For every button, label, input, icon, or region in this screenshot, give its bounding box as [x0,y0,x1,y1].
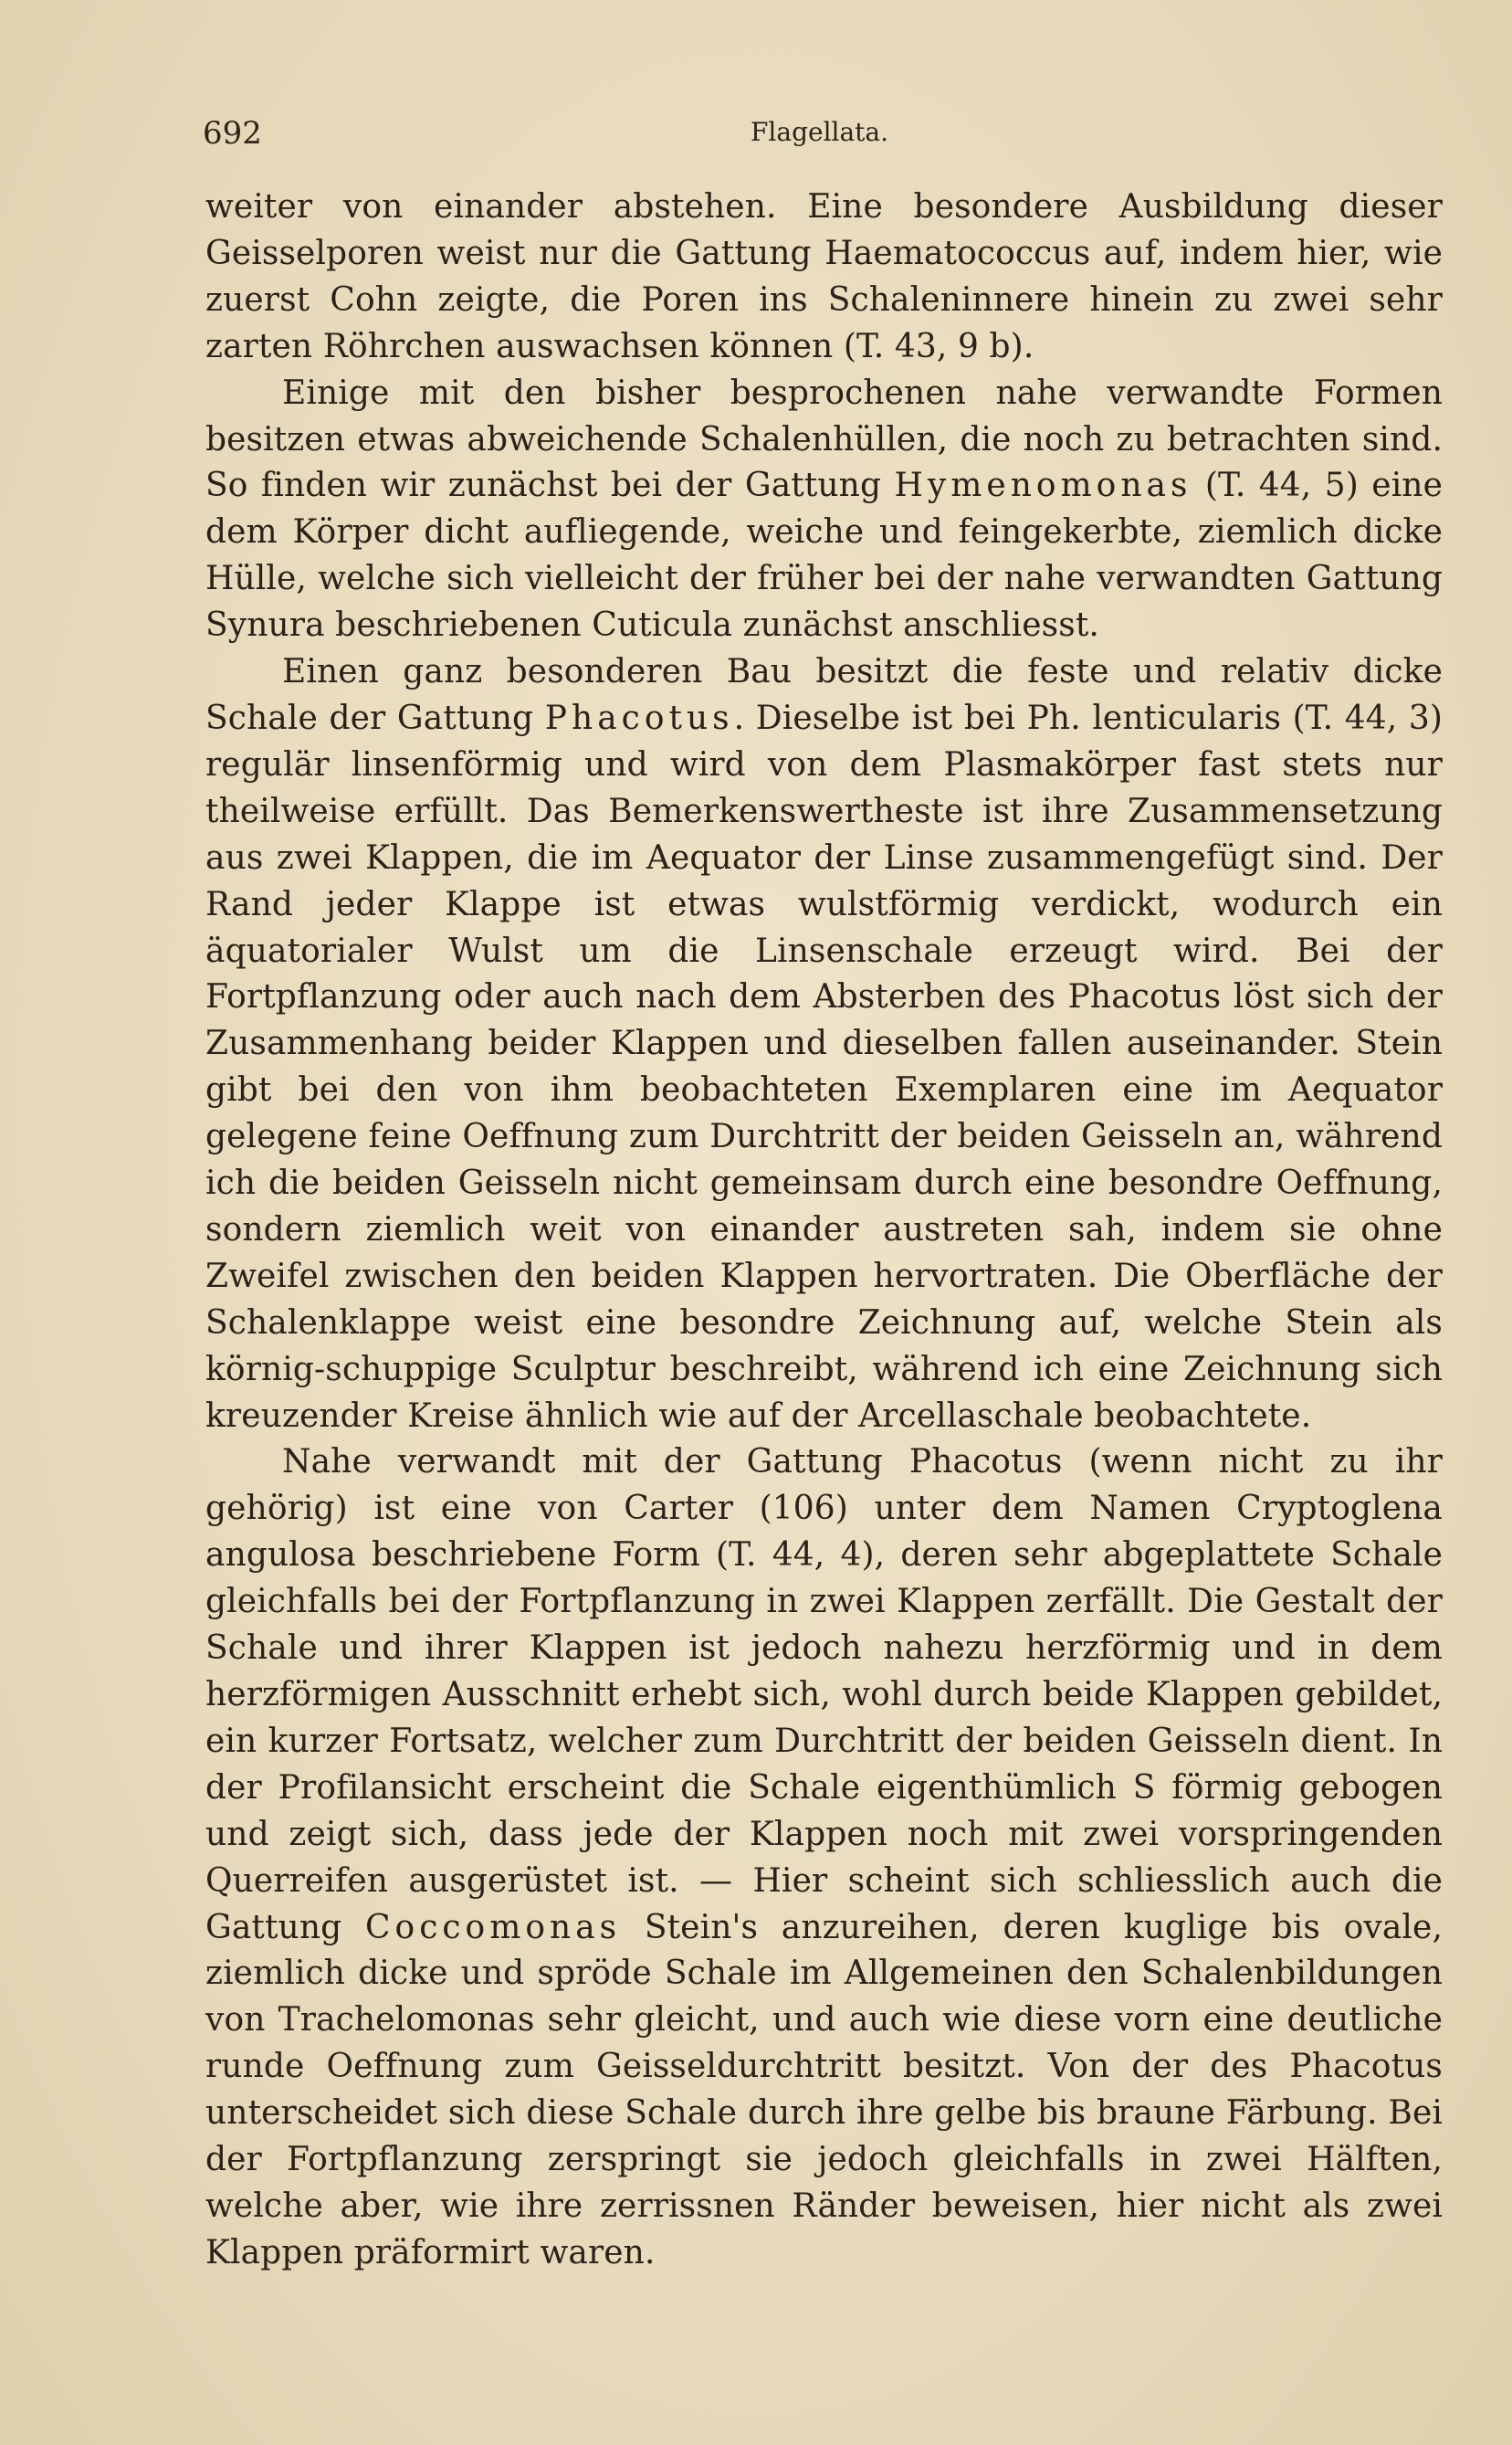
page-header [203,115,1444,161]
paragraph-2 [205,371,1443,649]
paragraph-4 [205,1439,1443,2276]
page-number: 692 [203,115,262,152]
paragraph-4-text-before: Nahe verwandt mit der Gattung Phacotus (wenn nicht zu ihr gehörig) ist eine von Carter (106) unter dem Namen Cryptoglena angulosa beschriebene Form (T. 44, 4), deren sehr abgeplattete Schale gleichfalls bei der Fortpflanzung in zwei Klappen zerfällt. Die Gestalt der Schale und ihrer Klappen ist jedoch nahezu herzförmig und in dem herzförmigen Ausschnitt erhebt sich, wohl durch beide Klappen gebildet, ein kurzer Fortsatz, welcher zum Durchtritt der beiden Geisseln dient. In der Profilansicht erscheint die Schale eigenthümlich S förmig gebogen und zeigt sich, dass jede der Klappen noch mit zwei vorspringenden Querreifen ausgerüstet ist. — Hier scheint sich schliesslich auch die Gattung [205,1443,1443,1946]
genus-hymenomonas: Hymenomonas [894,467,1192,505]
paragraph-3-text-before: Einen ganz besonderen Bau besitzt die feste und relativ dicke Schale der Gattung [205,653,1443,737]
paragraph-2-text-after: (T. 44, 5) eine dem Körper dicht aufliegende, weiche und feingekerbte, ziemlich dicke Hülle, welche sich vielleicht der früher bei der nahe verwandten Gattung Synura beschriebenen Cuticula zunächst anschliesst. [205,467,1443,645]
paragraph-3 [205,649,1443,1439]
running-title: Flagellata. [751,117,889,147]
paragraph-1: weiter von einander abstehen. Eine besondere Ausbildung dieser Geisselporen weist nur die Gattung Haematococcus auf, indem hier, wie zuerst Cohn zeigte, die Poren ins Schaleninnere hinein zu zwei sehr zarten Röhrchen auswachsen können (T. 43, 9 b). [205,188,1443,365]
genus-coccomonas: Coccomonas [364,1908,622,1946]
paragraph-3-text-after: . Dieselbe ist bei Ph. lenticularis (T. 44, 3) regulär linsenförmig und wird von dem Plasmakörper fast stets nur theilweise erfüllt. Das Bemerkenswertheste ist ihre Zusammensetzung aus zwei Klappen, die im Aequator der Linse zusammengefügt sind. Der Rand jeder Klappe ist etwas wulstförmig verdickt, wodurch ein äquatorialer Wulst um die Linsenschale erzeugt wird. Bei der Fortpflanzung oder auch nach dem Absterben des Phacotus löst sich der Zusammenhang beider Klappen und dieselben fallen auseinander. Stein gibt bei den von ihm beobachteten Exemplaren eine im Aequator gelegene feine Oeffnung zum Durchtritt der beiden Geisseln an, während ich die beiden Geisseln nicht gemeinsam durch eine besondre Oeffnung, sondern ziemlich weit von einander austreten sah, indem sie ohne Zweifel zwischen den beiden Klappen hervortraten. Die Oberfläche der Schalenklappe weist eine besondre Zeichnung auf, welche Stein als körnig-schuppige Sculptur beschreibt, während ich eine Zeichnung sich kreuzender Kreise ähnlich wie auf der Arcellaschale beobachtete. [205,699,1444,1435]
body-text [205,184,1443,2277]
genus-phacotus: Phacotus [544,699,734,737]
paragraph-4-text-after: Stein's anzureihen, deren kuglige bis ovale, ziemlich dicke und spröde Schale im Allgemeinen den Schalenbildungen von Trachelomonas sehr gleicht, und auch wie diese vorn eine deutliche runde Oeffnung zum Geisseldurchtritt besitzt. Von der des Phacotus unterscheidet sich diese Schale durch ihre gelbe bis braune Färbung. Bei der Fortpflanzung zerspringt sie jedoch gleichfalls in zwei Hälften, welche aber, wie ihre zerrissnen Ränder beweisen, hier nicht als zwei Klappen präformirt waren. [205,1908,1443,2271]
paragraph-2-text-before: Einige mit den bisher besprochenen nahe verwandte Formen besitzen etwas abweichende Schalenhüllen, die noch zu betrachten sind. So finden wir zunächst bei der Gattung [205,374,1443,505]
